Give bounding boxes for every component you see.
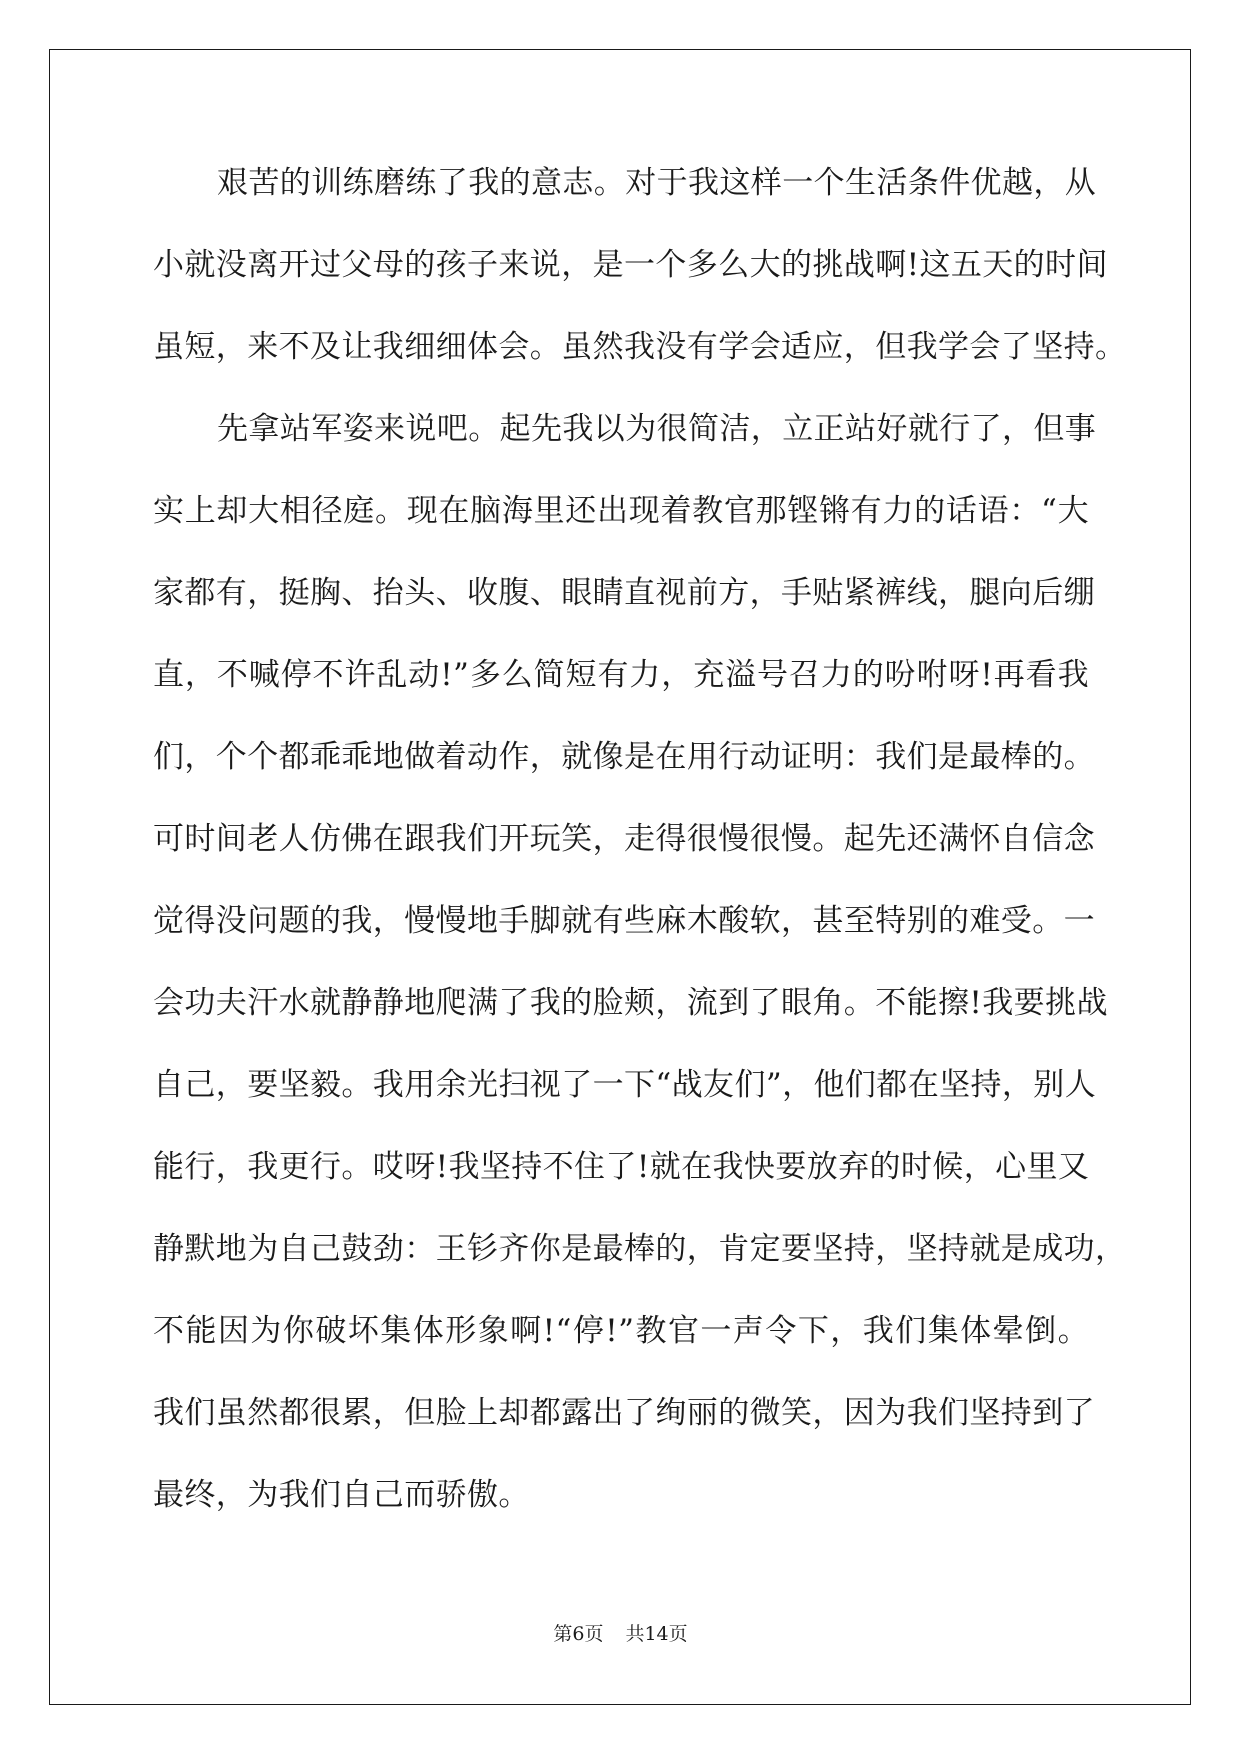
current-page-number: 第6页 — [553, 1623, 604, 1645]
paragraph-2 — [153, 404, 1127, 1552]
text-line: 自己，要坚毅。我用余光扫视了一下“战友们”，他们都在坚持，别人 — [153, 1067, 1097, 1103]
document-body — [153, 158, 1127, 1552]
text-line: 艰苦的训练磨练了我的意志。对于我这样一个生活条件优越，从 — [217, 165, 1097, 201]
total-page-count: 共14页 — [625, 1623, 688, 1645]
paragraph-1 — [153, 158, 1127, 404]
text-line: 能行，我更行。哎呀!我坚持不住了!就在我快要放弃的时候，心里又 — [153, 1149, 1090, 1185]
page-footer — [0, 1619, 1241, 1646]
text-line: 最终，为我们自己而骄傲。 — [153, 1477, 530, 1513]
text-line: 直，不喊停不许乱动!”多么简短有力，充溢号召力的吩咐呀!再看我 — [153, 657, 1089, 693]
text-line: 小就没离开过父母的孩子来说，是一个多么大的挑战啊!这五天的时间 — [153, 247, 1108, 283]
text-line: 先拿站军姿来说吧。起先我以为很简洁，立正站好就行了，但事 — [217, 411, 1097, 447]
text-line: 实上却大相径庭。现在脑海里还出现着教官那铿锵有力的话语：“大 — [153, 493, 1089, 529]
text-line: 会功夫汗水就静静地爬满了我的脸颊，流到了眼角。不能擦!我要挑战 — [153, 985, 1108, 1021]
text-line: 觉得没问题的我，慢慢地手脚就有些麻木酸软，甚至特别的难受。一 — [153, 903, 1095, 939]
text-line: 们，个个都乖乖地做着动作，就像是在用行动证明：我们是最棒的。 — [153, 739, 1095, 775]
text-line: 不能因为你破坏集体形象啊!“停!”教官一声令下，我们集体晕倒。 — [153, 1313, 1089, 1349]
text-line: 我们虽然都很累，但脸上却都露出了绚丽的微笑，因为我们坚持到了 — [153, 1395, 1095, 1431]
text-line: 虽短，来不及让我细细体会。虽然我没有学会适应，但我学会了坚持。 — [153, 329, 1127, 365]
text-line: 可时间老人仿佛在跟我们开玩笑，走得很慢很慢。起先还满怀自信念 — [153, 821, 1095, 857]
text-line: 家都有，挺胸、抬头、收腹、眼睛直视前方，手贴紧裤线，腿向后绷 — [153, 575, 1095, 611]
text-line: 静默地为自己鼓劲：王钐齐你是最棒的，肯定要坚持，坚持就是成功， — [153, 1231, 1127, 1267]
